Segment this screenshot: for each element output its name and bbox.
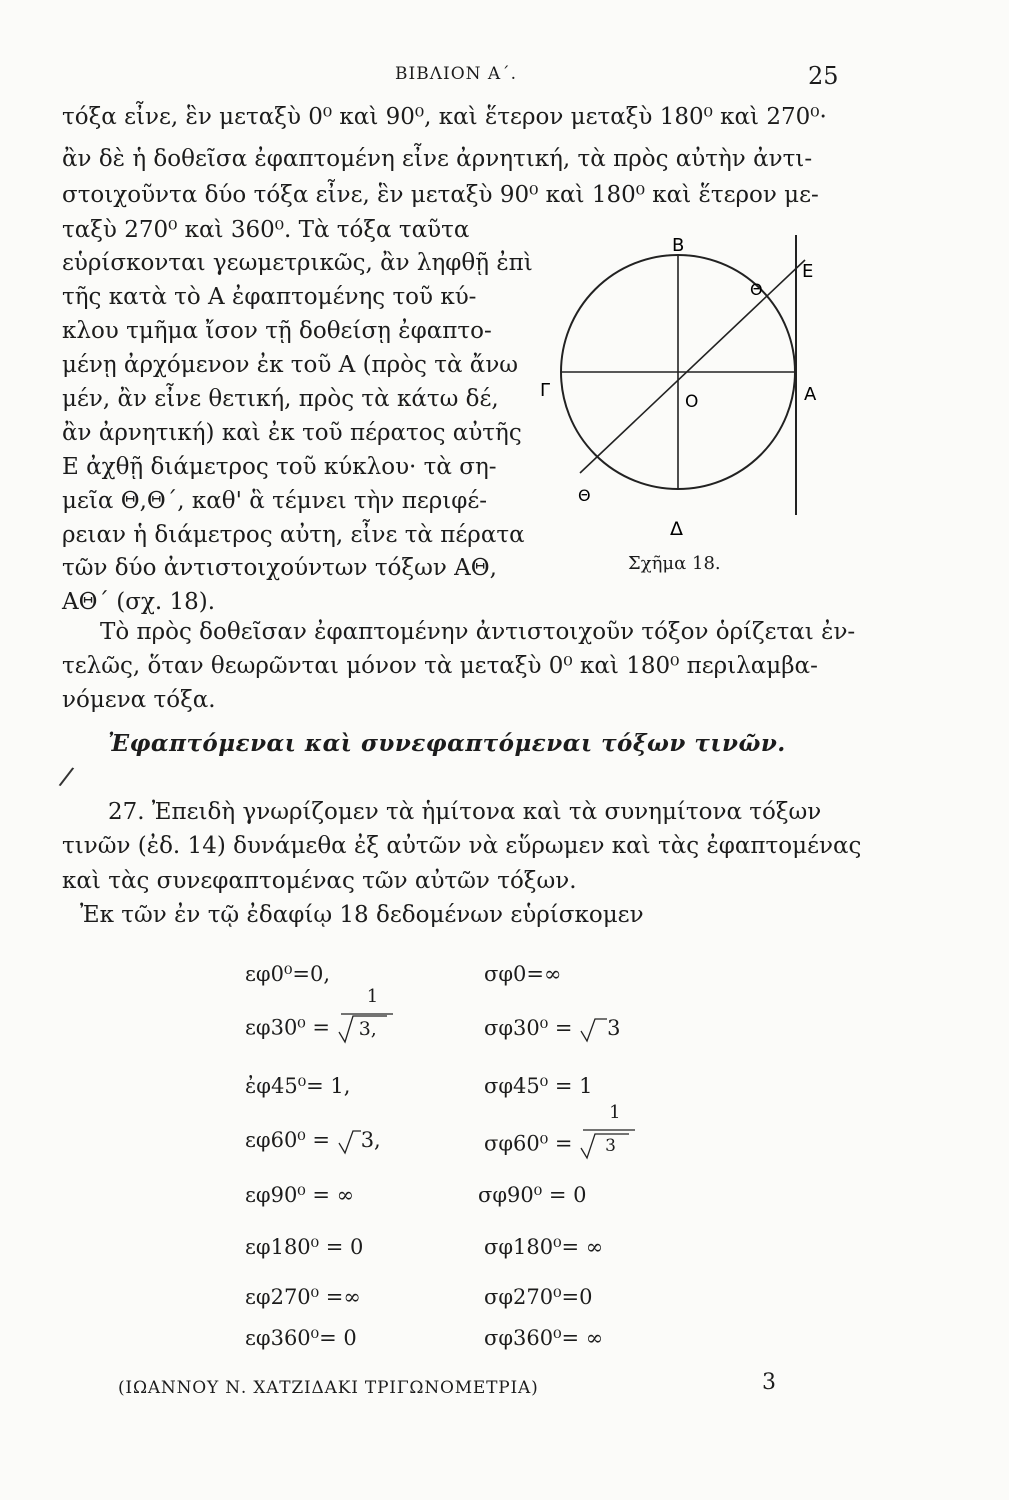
para2-line-2: τελῶς, ὅταν θεωρῶνται μόνον τὰ μεταξὺ 0⁰ καὶ 180⁰ περιλαμβα- <box>62 653 818 679</box>
footer-sheet-number: 3 <box>762 1370 776 1395</box>
formula-tan180: εφ180⁰ = 0 <box>245 1235 364 1259</box>
label-b: B <box>672 235 685 256</box>
label-theta: Θ <box>750 280 763 299</box>
cot30-radicand: 3 <box>607 1016 621 1040</box>
para1-line-14: τῶν δύο ἀντιστοιχούντων τόξων ΑΘ, <box>62 555 497 581</box>
tan60-lhs: εφ60⁰ = <box>245 1128 330 1152</box>
para2-line-1: Τὸ πρὸς δοθεῖσαν ἐφαπτομένην ἀντιστοιχοῦν τόξον ὁρίζεται ἐν- <box>100 619 856 645</box>
formula-tan360: εφ360⁰= 0 <box>245 1326 357 1350</box>
tan60-radicand: 3, <box>360 1128 381 1152</box>
para1-line-6: τῆς κατὰ τὸ Α ἐφαπτομένης τοῦ κύ- <box>62 284 477 310</box>
para1-line-5: εὑρίσκονται γεωμετρικῶς, ἂν ληφθῇ ἐπὶ <box>62 250 533 276</box>
figure-caption: Σχῆμα 18. <box>628 553 721 574</box>
para3-line-2: τινῶν (ἐδ. 14) δυνάμεθα ἐξ αὐτῶν νὰ εὕρωμεν καὶ τὰς ἐφαπτομένας <box>62 833 862 859</box>
tan30-denominator: 3, <box>358 1018 377 1040</box>
formula-cot0: σφ0=∞ <box>484 962 562 986</box>
label-o: O <box>685 392 699 412</box>
label-delta: Δ <box>670 518 683 540</box>
tan30-fraction <box>337 986 395 1046</box>
section-heading: Ἐφαπτόμεναι καὶ συνεφαπτόμεναι τόξων τινῶν. <box>108 730 786 757</box>
tan30-numerator: 1 <box>366 986 379 1007</box>
margin-tick-mark: / <box>57 761 76 793</box>
para1-line-7: κλου τμῆμα ἴσον τῇ δοθείσῃ ἐφαπτο- <box>62 318 492 344</box>
label-gamma: Γ <box>540 380 551 401</box>
cot60-numerator: 1 <box>609 1102 621 1123</box>
figure-18-drawing <box>540 225 840 555</box>
para1-line-15: ΑΘ΄ (σχ. 18). <box>62 589 216 615</box>
formula-cot180: σφ180⁰= ∞ <box>484 1235 604 1259</box>
footer-signature: (ΙΩΑΝΝΟΥ Ν. ΧΑΤΖΙΔΑΚΙ ΤΡΙΓΩΝΟΜΕΤΡΙΑ) <box>118 1378 539 1398</box>
page-header <box>0 62 1009 92</box>
para1-line-13: ρειαν ἡ διάμετρος αὐτη, εἶνε τὰ πέρατα <box>62 522 525 548</box>
para3-line-1: 27. Ἐπειδὴ γνωρίζομεν τὰ ἡμίτονα καὶ τὰ συνημίτονα τόξων <box>108 799 822 825</box>
para4-line: Ἐκ τῶν ἐν τῷ ἐδαφίῳ 18 δεδομένων εὑρίσκομεν <box>80 902 644 928</box>
para1-line-3: στοιχοῦντα δύο τόξα εἶνε, ἓν μεταξὺ 90⁰ καὶ 180⁰ καὶ ἕτερον με- <box>62 182 819 208</box>
para1-line-10: ἂν ἀρνητική) καὶ ἐκ τοῦ πέρατος αὐτῆς <box>62 420 522 446</box>
para1-line-2: ἂν δὲ ἡ δοθεῖσα ἐφαπτομένη εἶνε ἀρνητική, τὰ πρὸς αὐτὴν ἀντι- <box>62 146 813 172</box>
para1-line-8: μένῃ ἀρχόμενον ἐκ τοῦ Α (πρὸς τὰ ἄνω <box>62 352 519 378</box>
para1-line-4: ταξὺ 270⁰ καὶ 360⁰. Τὰ τόξα ταῦτα <box>62 217 470 243</box>
formula-cot30 <box>484 1016 621 1043</box>
formula-tan0: εφ0⁰=0, <box>245 962 330 986</box>
tan60-radical <box>337 1129 361 1155</box>
formula-tan270: εφ270⁰ =∞ <box>245 1285 361 1309</box>
formula-cot360: σφ360⁰= ∞ <box>484 1326 604 1350</box>
formula-cot90: σφ90⁰ = 0 <box>478 1183 587 1207</box>
formula-cot45: σφ45⁰ = 1 <box>484 1074 593 1098</box>
formula-cot270: σφ270⁰=0 <box>484 1285 593 1309</box>
para1-line-1: τόξα εἶνε, ἓν μεταξὺ 0⁰ καὶ 90⁰, καὶ ἕτερον μεταξὺ 180⁰ καὶ 270⁰· <box>62 104 827 130</box>
cot60-denominator: 3 <box>605 1136 616 1156</box>
cot30-radical <box>579 1017 607 1043</box>
label-a: A <box>804 384 817 405</box>
para1-line-9: μέν, ἂν εἶνε θετική, πρὸς τὰ κάτω δέ, <box>62 386 499 412</box>
label-theta-prime: Θ <box>578 486 591 505</box>
para1-line-12: μεῖα Θ,Θ΄, καθ' ἃ τέμνει τὴν περιφέ- <box>62 488 488 514</box>
para1-line-11: Ε ἀχθῇ διάμετρος τοῦ κύκλου· τὰ ση- <box>62 454 497 480</box>
cot60-fraction <box>579 1102 637 1162</box>
formula-tan60 <box>245 1128 381 1155</box>
running-head: ΒΙΒΛΙΟΝ Α΄. <box>395 64 518 84</box>
para3-line-3: καὶ τὰς συνεφαπτομένας τῶν αὐτῶν τόξων. <box>62 868 577 894</box>
page-number: 25 <box>808 62 839 90</box>
figure-18 <box>540 225 840 555</box>
formula-tan45: ἐφ45⁰= 1, <box>245 1074 351 1098</box>
cot30-lhs: σφ30⁰ = <box>484 1016 573 1040</box>
formula-tan30 <box>245 986 395 1046</box>
formula-tan90: εφ90⁰ = ∞ <box>245 1183 355 1207</box>
cot60-lhs: σφ60⁰ = <box>484 1131 573 1156</box>
tan30-lhs: εφ30⁰ = <box>245 1015 330 1040</box>
para2-line-3: νόμενα τόξα. <box>62 687 216 713</box>
label-e: E <box>802 261 814 282</box>
formula-cot60 <box>484 1102 637 1162</box>
